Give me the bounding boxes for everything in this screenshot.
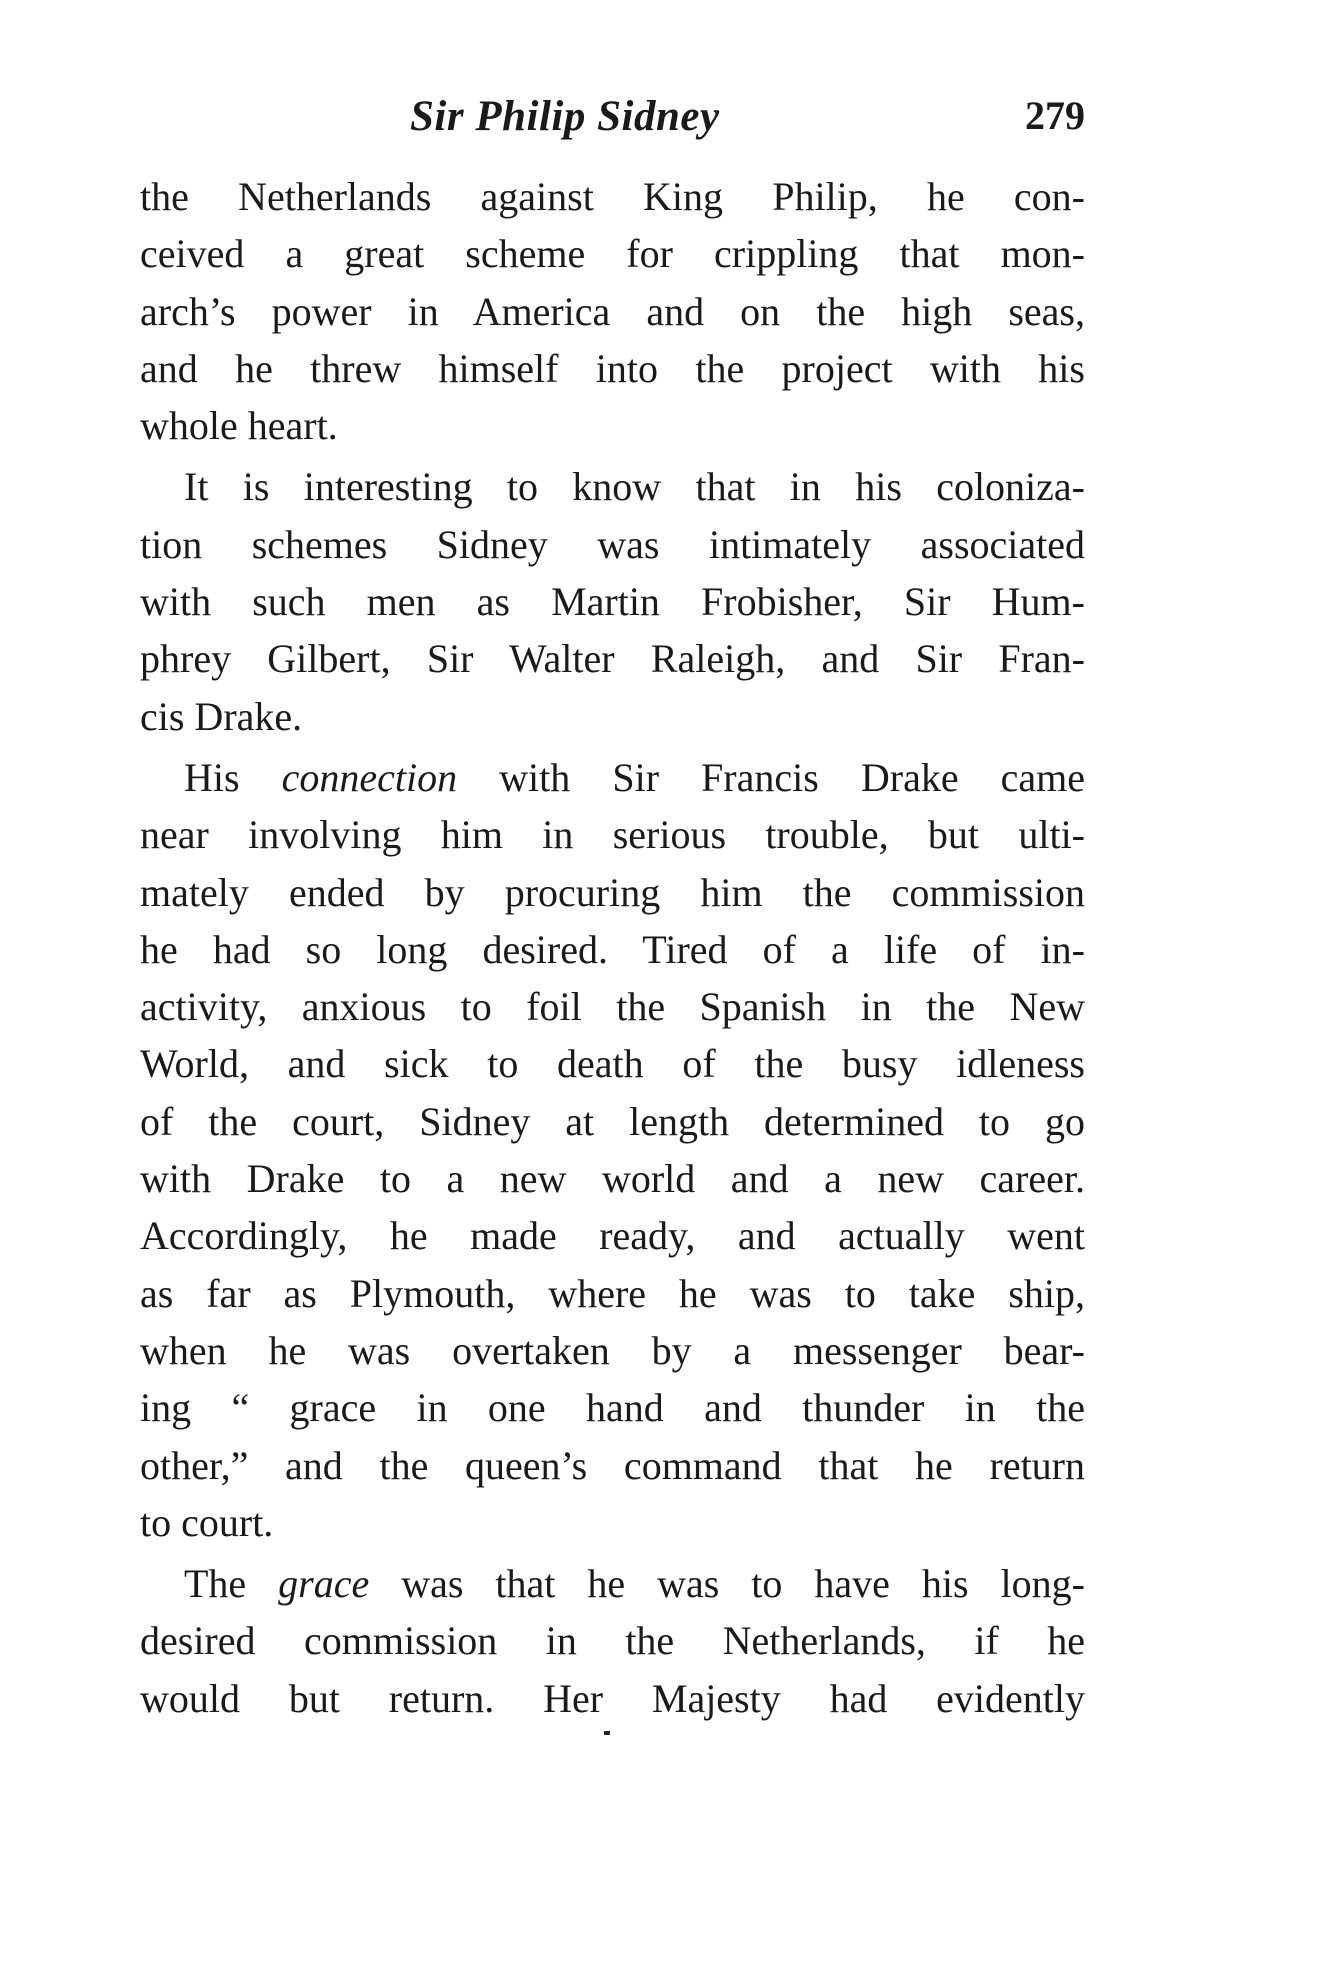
text-line: ing “ grace in one hand and thunder in the [140,1385,1085,1431]
text-line [140,458,1085,515]
paragraph [140,168,1085,454]
italic-word: connection [281,754,458,800]
page-number: 279 [1025,93,1085,138]
text-run: was that he was to have his long- [369,1561,1085,1607]
text-line: other,” and the queen’s command that he return [140,1442,1085,1488]
text-run: It is interesting to know that in his coloniza- [184,464,1085,510]
paragraph [140,1555,1085,1727]
text-line: ceived a great scheme for crippling that mon- [140,231,1085,277]
text-line: as far as Plymouth, where he was to take ship, [140,1270,1085,1316]
text-run: with Sir Francis Drake came [457,754,1085,800]
paragraph [140,749,1085,1551]
text-line: with Drake to a new world and a new career. [140,1156,1085,1202]
text-line: Accordingly, he made ready, and actually went [140,1213,1085,1259]
body-text [140,168,1085,1727]
text-line: near involving him in serious trouble, but ulti- [140,812,1085,858]
text-line: desired commission in the Netherlands, if he [140,1618,1085,1664]
text-line: and he threw himself into the project with his [140,345,1085,391]
text-line: he had so long desired. Tired of a life of in- [140,926,1085,972]
text-line: the Netherlands against King Philip, he con- [140,174,1085,219]
text-line: activity, anxious to foil the Spanish in the New [140,984,1085,1030]
text-line: arch’s power in America and on the high seas, [140,288,1085,334]
text-run: His [184,754,282,800]
text-line [140,1555,1085,1612]
text-line: would but return. Her Majesty had evidently [140,1675,1085,1721]
text-line [140,749,1085,806]
text-run: The [184,1561,279,1607]
text-line: mately ended by procuring him the commission [140,869,1085,915]
text-line: World, and sick to death of the busy idleness [140,1041,1085,1087]
text-line: phrey Gilbert, Sir Walter Raleigh, and Sir Fran- [140,636,1085,682]
text-line: whole heart. [140,403,338,449]
ink-speck [604,1731,610,1735]
running-title: Sir Philip Sidney [410,93,720,140]
paragraph [140,458,1085,744]
text-line: to court. [140,1499,274,1545]
text-line: cis Drake. [140,693,303,739]
text-line: with such men as Martin Frobisher, Sir Hum- [140,579,1085,625]
text-line: tion schemes Sidney was intimately associated [140,521,1085,567]
text-line: of the court, Sidney at length determined to go [140,1098,1085,1144]
text-line: when he was overtaken by a messenger bear- [140,1327,1085,1373]
italic-word: grace [278,1561,370,1607]
running-head [140,92,1085,152]
